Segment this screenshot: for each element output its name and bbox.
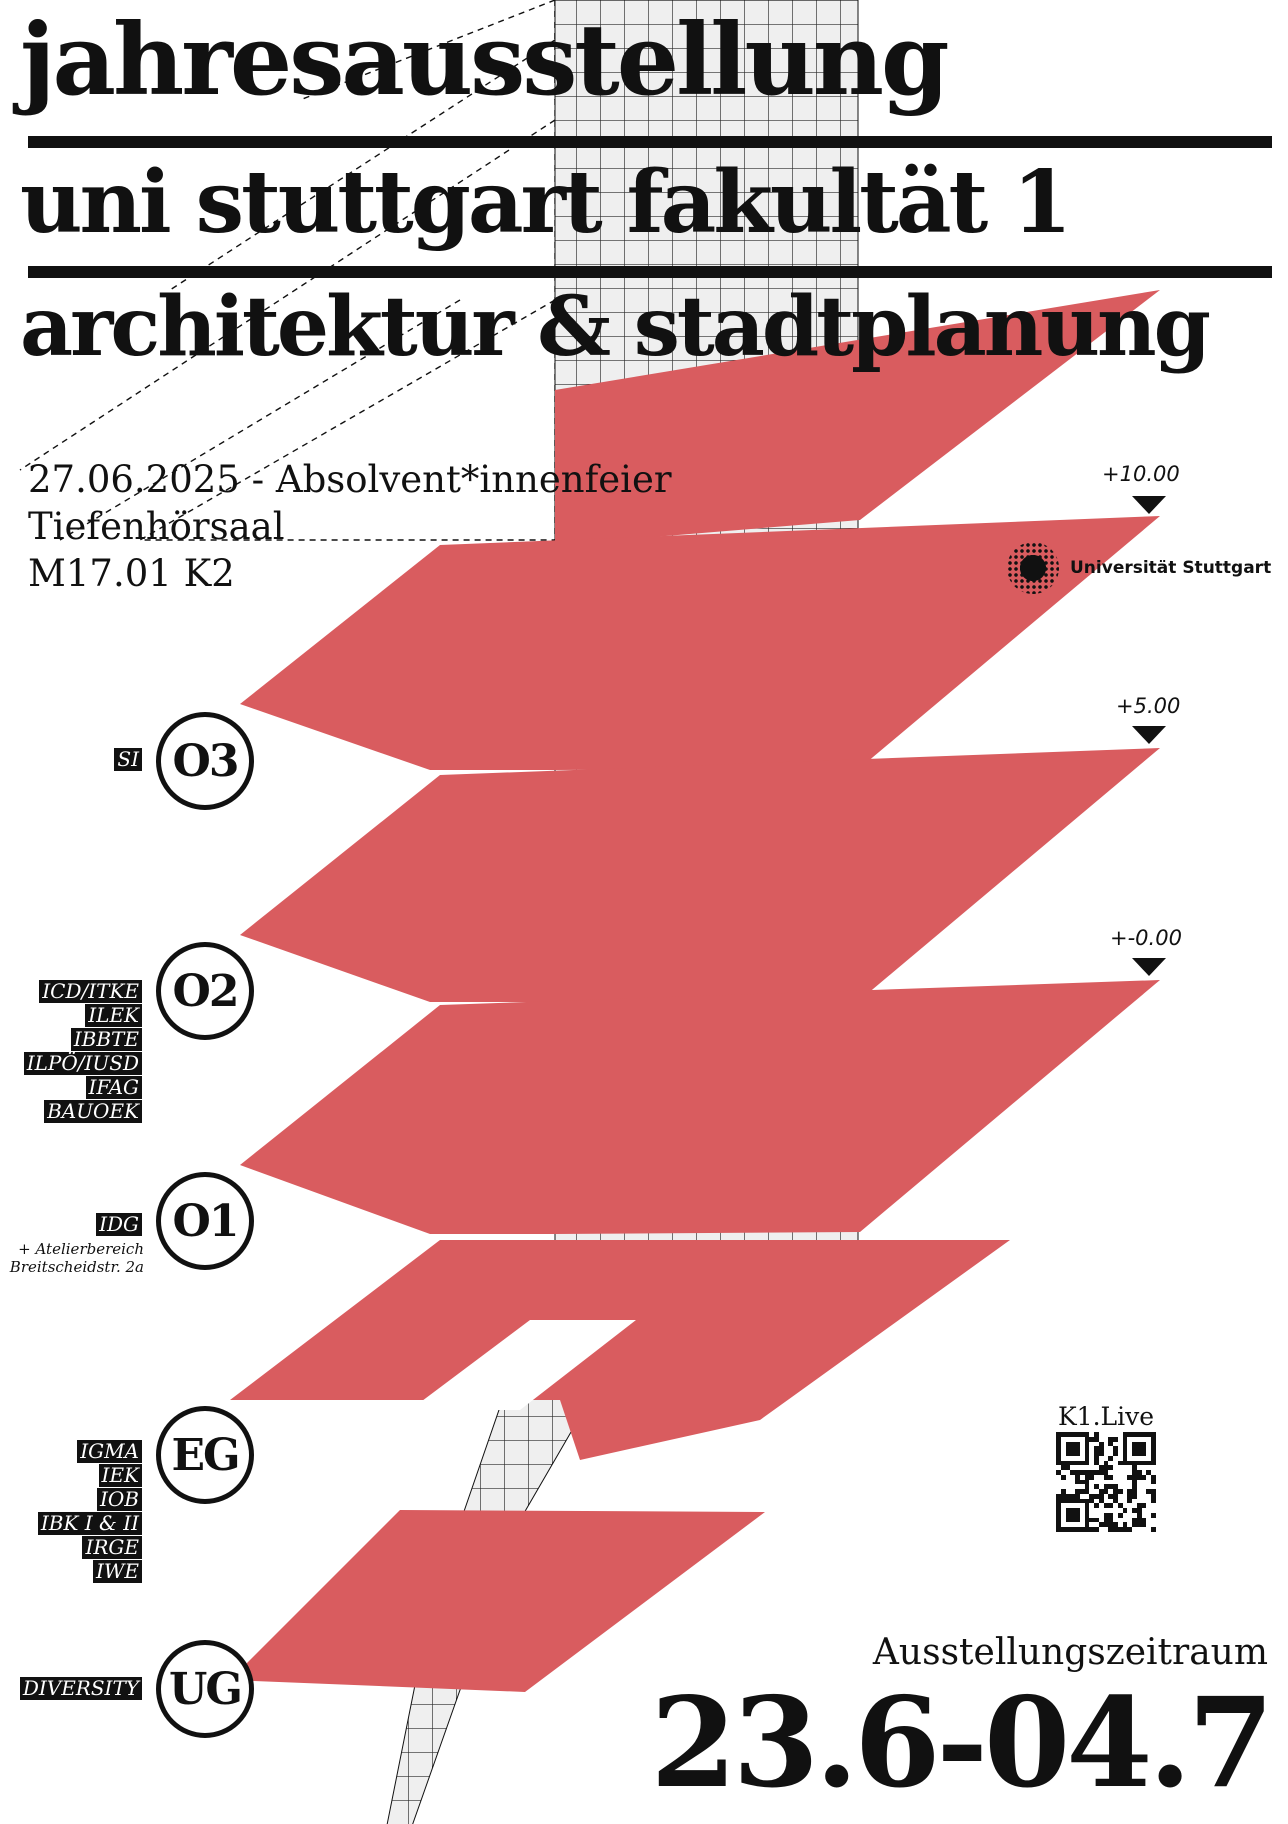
floor-o3-institutes xyxy=(114,748,142,771)
title-rule-1 xyxy=(28,136,1272,148)
event-date-line: 27.06.2025 - Absolvent*innenfeier xyxy=(28,458,672,501)
level-marker-0 xyxy=(1132,958,1166,976)
slab-o1 xyxy=(240,980,1160,1234)
institute-tag: BAUOEK xyxy=(44,1100,142,1123)
event-room-line: M17.01 K2 xyxy=(28,552,235,595)
floor-o1-institutes xyxy=(96,1213,142,1236)
title-line3: architektur & stadtplanung xyxy=(20,279,1208,375)
event-info xyxy=(28,456,672,597)
institute-tag: IEK xyxy=(99,1464,142,1487)
exhibition-dates: 23.6-04.7 xyxy=(650,1671,1270,1816)
floor-eg-circle: EG xyxy=(156,1406,254,1504)
slab-ug xyxy=(230,1510,765,1692)
event-location-line: Tiefenhörsaal xyxy=(28,505,285,548)
institute-tag: ILEK xyxy=(85,1004,142,1027)
university-name: Universität Stuttgart xyxy=(1070,558,1272,578)
institute-tag: SI xyxy=(114,748,142,771)
level-label-5: +5.00 xyxy=(1116,694,1181,718)
title-line1: jahresausstellung xyxy=(20,3,947,118)
floor-o2-institutes xyxy=(24,980,142,1123)
institute-tag: ICD/ITKE xyxy=(39,980,142,1003)
slab-o2 xyxy=(240,748,1160,1002)
level-marker-5 xyxy=(1132,726,1166,744)
institute-tag: ILPÖ/IUSD xyxy=(24,1052,142,1075)
level-label-10: +10.00 xyxy=(1102,462,1180,486)
institute-tag: IRGE xyxy=(82,1536,142,1559)
note-line-1: + Atelierbereich xyxy=(18,1240,144,1258)
institute-tag: IBK I & II xyxy=(38,1512,142,1535)
institute-tag: DIVERSITY xyxy=(20,1677,142,1700)
title-rule-2 xyxy=(28,266,1272,278)
institute-tag: IOB xyxy=(97,1488,142,1511)
institute-tag: IDG xyxy=(96,1213,142,1236)
title-line2: uni stuttgart fakultät 1 xyxy=(20,152,1070,253)
qr-label: K1.Live xyxy=(1058,1402,1155,1431)
institute-tag: IGMA xyxy=(77,1440,142,1463)
floor-eg-institutes xyxy=(38,1440,142,1583)
institute-tag: IFAG xyxy=(86,1076,142,1099)
floor-ug-circle: UG xyxy=(156,1640,254,1738)
exhibition-label: Ausstellungszeitraum xyxy=(872,1632,1268,1673)
floor-o3-circle: O3 xyxy=(156,712,254,810)
slab-eg xyxy=(230,1240,1010,1460)
floor-o1-circle: O1 xyxy=(156,1172,254,1270)
qr-code-icon[interactable] xyxy=(1056,1432,1156,1532)
level-marker-10 xyxy=(1132,496,1166,514)
level-label-0: +-0.00 xyxy=(1110,926,1182,950)
university-logo-icon xyxy=(1007,542,1059,594)
institute-tag: IWE xyxy=(93,1560,142,1583)
institute-tag: IBBTE xyxy=(71,1028,142,1051)
floor-o1-note xyxy=(10,1240,144,1276)
floor-ug-institutes xyxy=(20,1677,142,1700)
floor-o2-circle: O2 xyxy=(156,942,254,1040)
note-line-2: Breitscheidstr. 2a xyxy=(9,1258,144,1276)
